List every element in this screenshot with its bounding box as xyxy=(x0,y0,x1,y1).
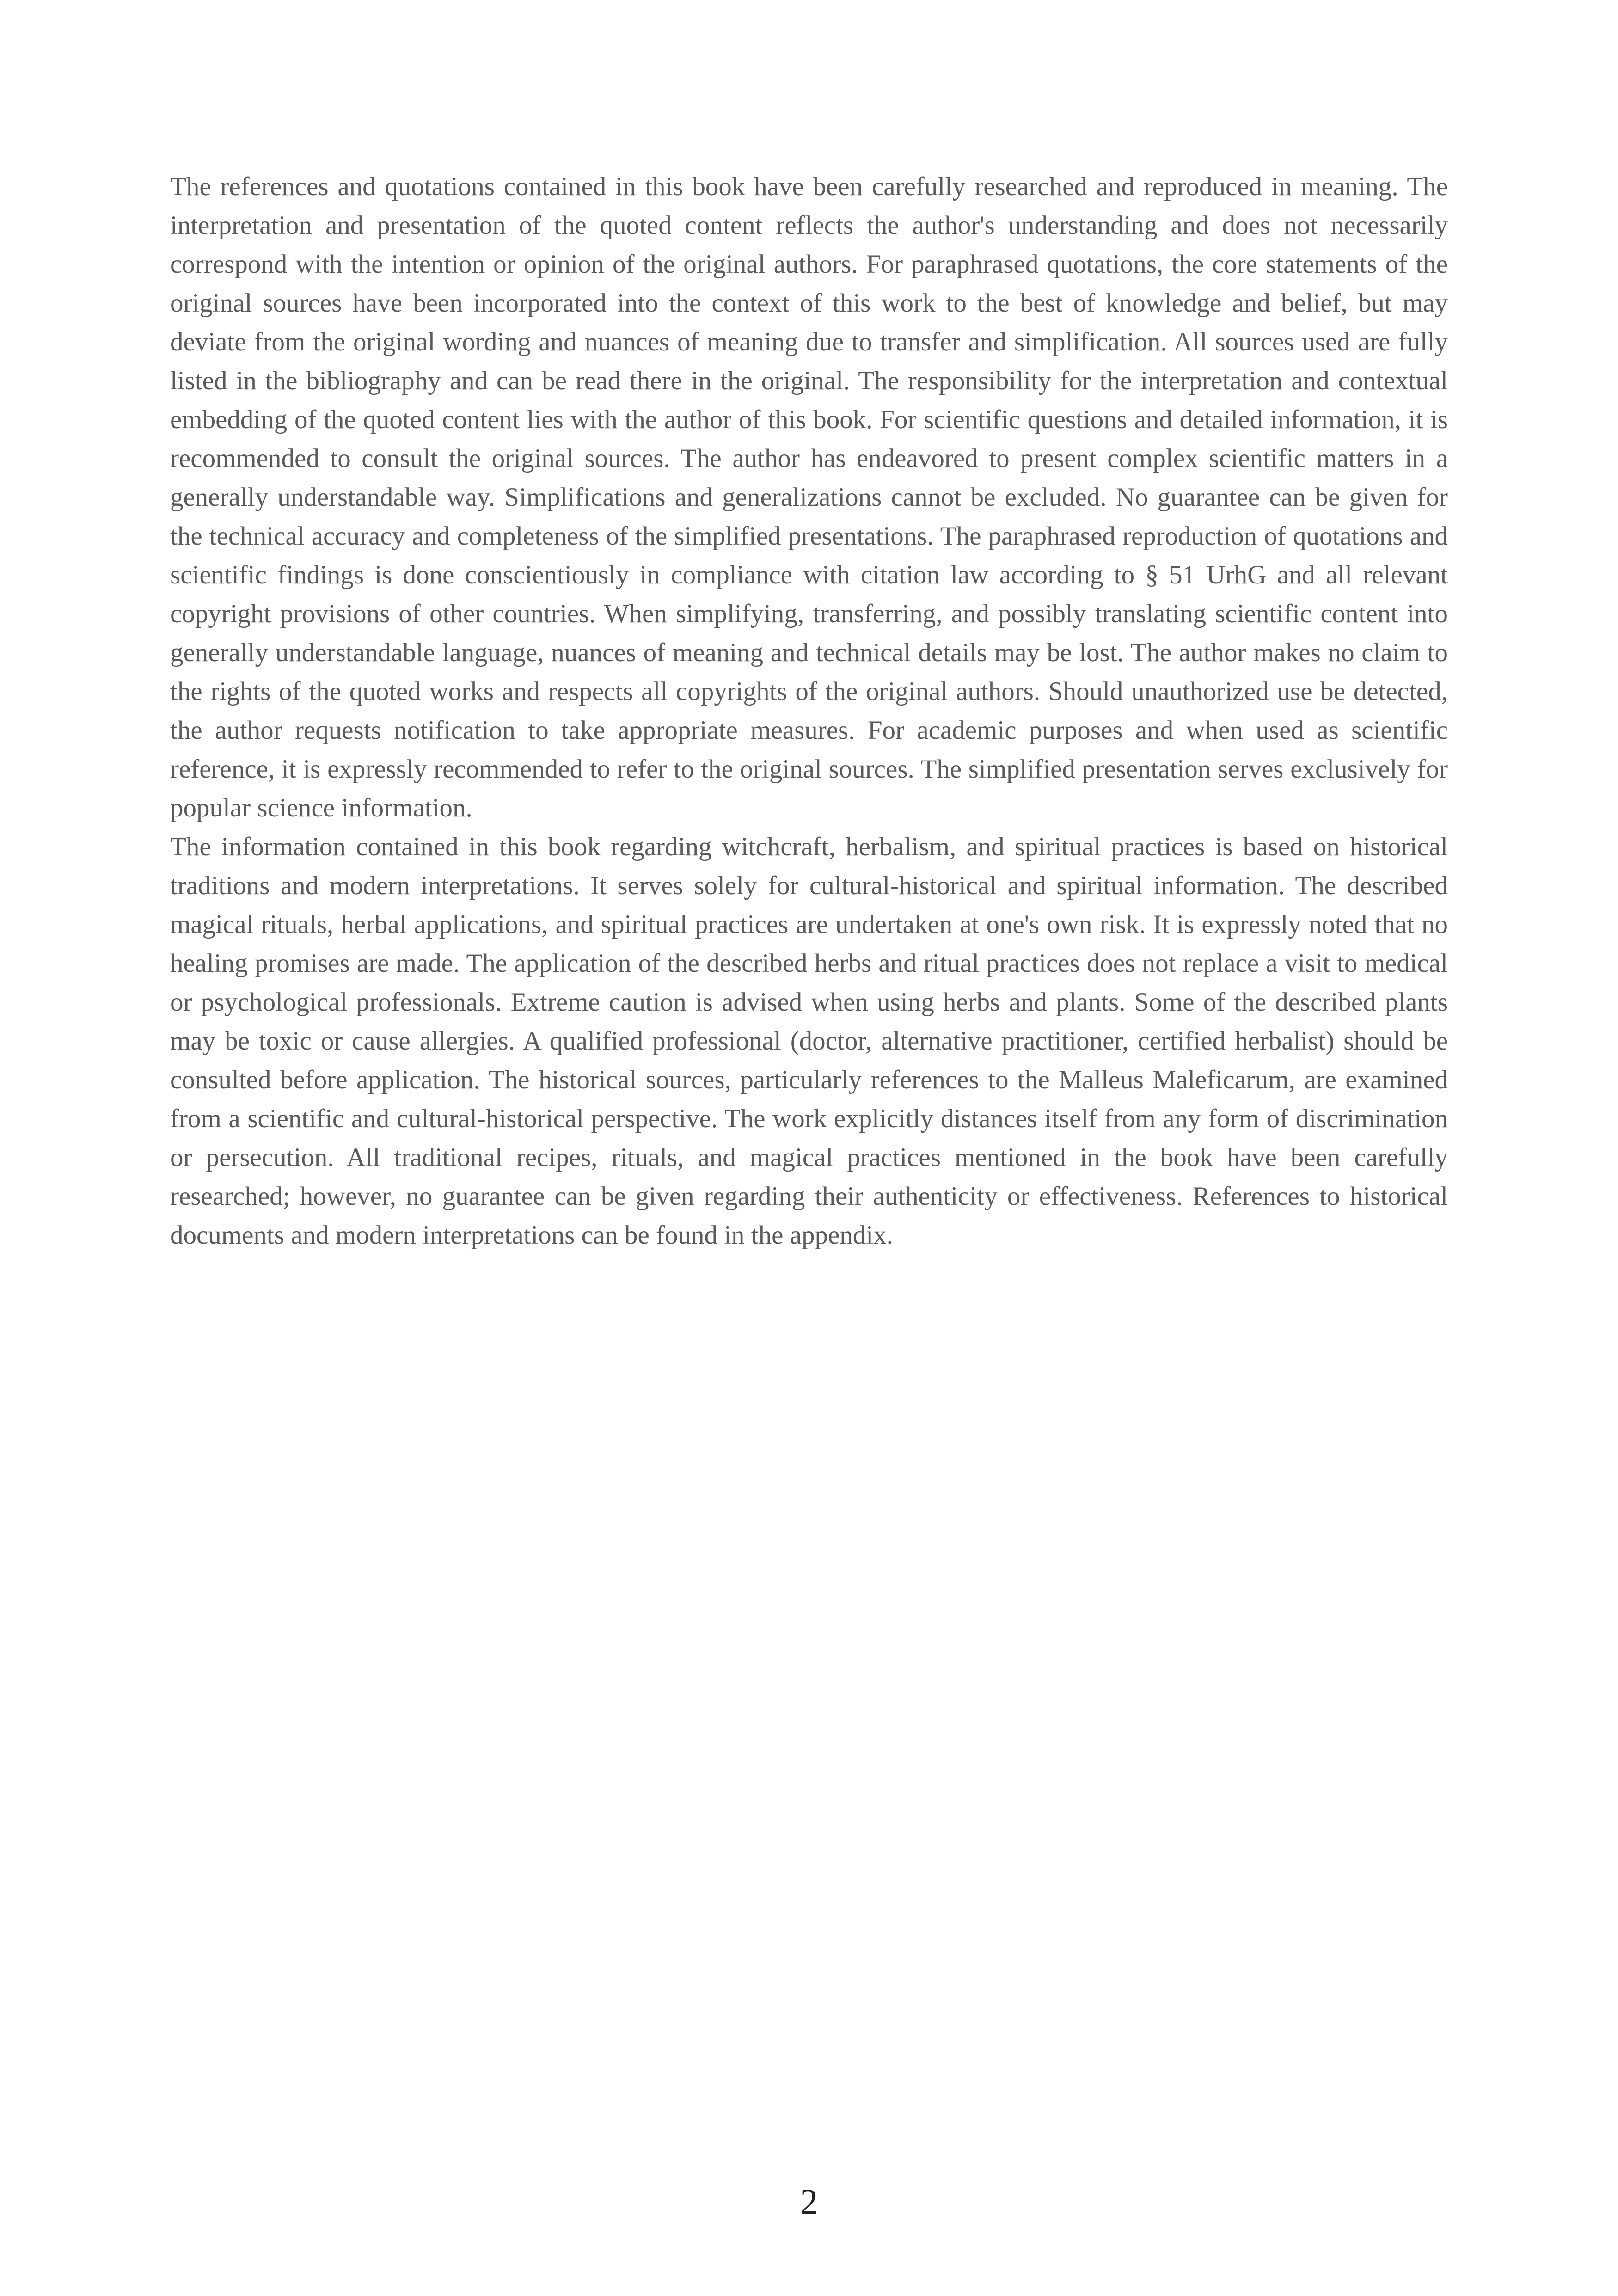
paragraph-witchcraft-disclaimer: The information contained in this book regarding witchcraft, herbalism, and spiritual practices is based on historical traditions and modern interpretations. It serves solely for cultural-historical and spiritual information. The described magical rituals, herbal applications, and spiritual practices are undertaken at one's own risk. It is expressly noted that no healing promises are made. The application of the described herbs and ritual practices does not replace a visit to medical or psychological professionals. Extreme caution is advised when using herbs and plants. Some of the described plants may be toxic or cause allergies. A qualified professional (doctor, alternative practitioner, certified herbalist) should be consulted before application. The historical sources, particularly references to the Malleus Maleficarum, are examined from a scientific and cultural-historical perspective. The work explicitly distances itself from any form of discrimination or persecution. All traditional recipes, rituals, and magical practices mentioned in the book have been carefully researched; however, no guarantee can be given regarding their authenticity or effectiveness. References to historical documents and modern interpretations can be found in the appendix. xyxy=(170,832,1448,1250)
disclaimer-text-block xyxy=(170,167,1448,1255)
page-number: 2 xyxy=(800,2181,818,2222)
paragraph-references-disclaimer: The references and quotations contained in this book have been carefully researched and reproduced in meaning. The interpretation and presentation of the quoted content reflects the author's understanding and does not necessarily correspond with the intention or opinion of the original authors. For paraphrased quotations, the core statements of the original sources have been incorporated into the context of this work to the best of knowledge and belief, but may deviate from the original wording and nuances of meaning due to transfer and simplification. All sources used are fully listed in the bibliography and can be read there in the original. The responsibility for the interpretation and contextual embedding of the quoted content lies with the author of this book. For scientific questions and detailed information, it is recommended to consult the original sources. The author has endeavored to present complex scientific matters in a generally understandable way. Simplifications and generalizations cannot be excluded. No guarantee can be given for the technical accuracy and completeness of the simplified presentations. The paraphrased reproduction of quotations and scientific findings is done conscientiously in compliance with citation law according to § 51 UrhG and all relevant copyright provisions of other countries. When simplifying, transferring, and possibly translating scientific content into generally understandable language, nuances of meaning and technical details may be lost. The author makes no claim to the rights of the quoted works and respects all copyrights of the original authors. Should unauthorized use be detected, the author requests notification to take appropriate measures. For academic purposes and when used as scientific reference, it is expressly recommended to refer to the original sources. The simplified presentation serves exclusively for popular science information. xyxy=(170,172,1448,823)
